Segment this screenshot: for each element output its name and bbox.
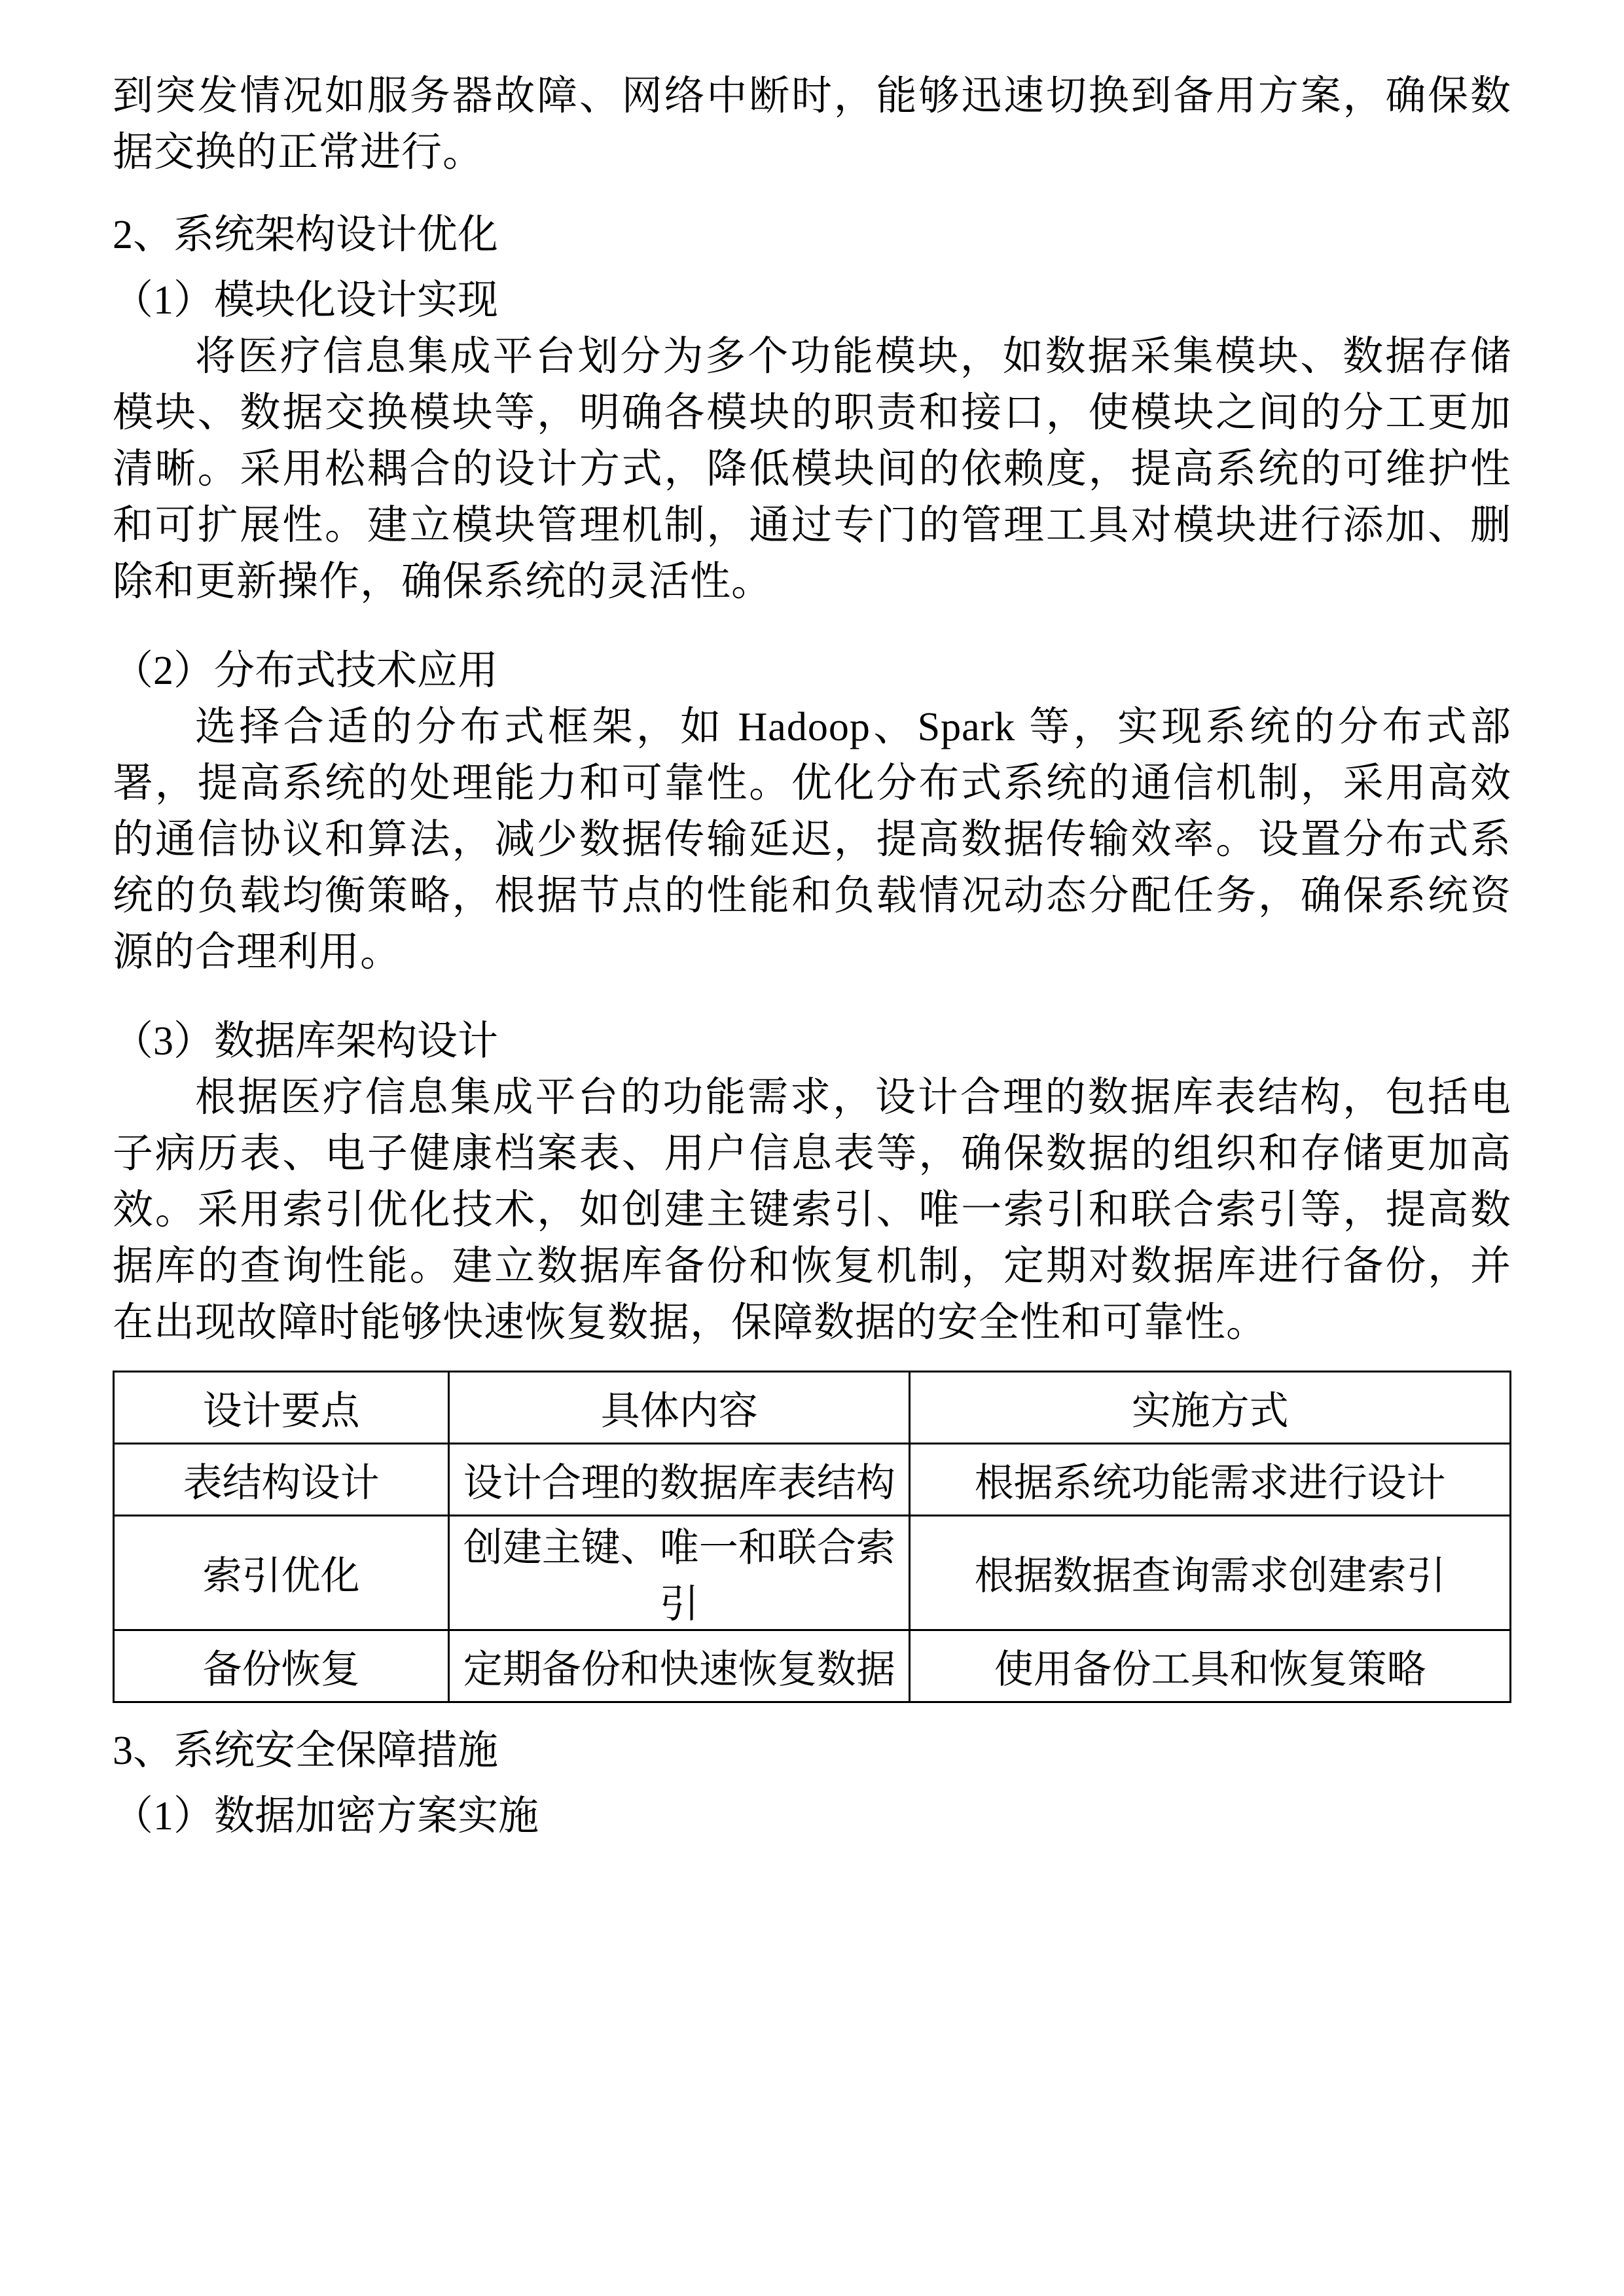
table-cell: 使用备份工具和恢复策略 (910, 1630, 1511, 1702)
section-2-sub-1-paragraph: 将医疗信息集成平台划分为多个功能模块，如数据采集模块、数据存储模块、数据交换模块等，明确各模块的职责和接口，使模块之间的分工更加清晰。采用松耦合的设计方式，降低模块间的依赖度，提高系统的可维护性和可扩展性。建立模块管理机制，通过专门的管理工具对模块进行添加、删除和更新操作，确保系统的灵活性。 (113, 334, 1511, 604)
section-3-heading: 3、系统安全保障措施 (113, 1729, 499, 1773)
table-header-design-point: 设计要点 (114, 1372, 449, 1444)
table-cell: 根据系统功能需求进行设计 (910, 1444, 1511, 1516)
table-header-content: 具体内容 (449, 1372, 910, 1444)
continuation-paragraph: 到突发情况如服务器故障、网络中断时，能够迅速切换到备用方案，确保数据交换的正常进行。 (113, 74, 1511, 175)
section-2-sub-2-paragraph: 选择合适的分布式框架，如 Hadoop、Spark 等，实现系统的分布式部署，提高系统的处理能力和可靠性。优化分布式系统的通信机制，采用高效的通信协议和算法，减少数据传输延迟，提高数据传输效率。设置分布式系统的负载均衡策略，根据节点的性能和负载情况动态分配任务，确保系统资源的合理利用。 (113, 705, 1511, 975)
table-cell: 定期备份和快速恢复数据 (449, 1630, 910, 1702)
section-3-sub-1-heading: （1）数据加密方案实施 (113, 1794, 539, 1839)
section-2-heading: 2、系统架构设计优化 (113, 213, 499, 257)
section-2-sub-1-heading: （1）模块化设计实现 (113, 278, 499, 323)
section-2-sub-2-heading: （2）分布式技术应用 (113, 649, 499, 693)
table-cell: 根据数据查询需求创建索引 (910, 1516, 1511, 1630)
section-2-sub-3-heading: （3）数据库架构设计 (113, 1019, 499, 1064)
table-header-row (114, 1372, 1511, 1444)
section-2-sub-3-paragraph: 根据医疗信息集成平台的功能需求，设计合理的数据库表结构，包括电子病历表、电子健康档案表、用户信息表等，确保数据的组织和存储更加高效。采用索引优化技术，如创建主键索引、唯一索引和联合索引等，提高数据库的查询性能。建立数据库备份和恢复机制，定期对数据库进行备份，并在出现故障时能够快速恢复数据，保障数据的安全性和可靠性。 (113, 1075, 1511, 1345)
table-row (114, 1630, 1511, 1702)
table-cell: 表结构设计 (114, 1444, 449, 1516)
table-row (114, 1444, 1511, 1516)
table-row (114, 1516, 1511, 1630)
table-cell: 设计合理的数据库表结构 (449, 1444, 910, 1516)
database-design-table (113, 1371, 1511, 1703)
table-cell: 备份恢复 (114, 1630, 449, 1702)
table-header-implementation: 实施方式 (910, 1372, 1511, 1444)
table-cell: 索引优化 (114, 1516, 449, 1630)
table-cell: 创建主键、唯一和联合索引 (449, 1516, 910, 1630)
